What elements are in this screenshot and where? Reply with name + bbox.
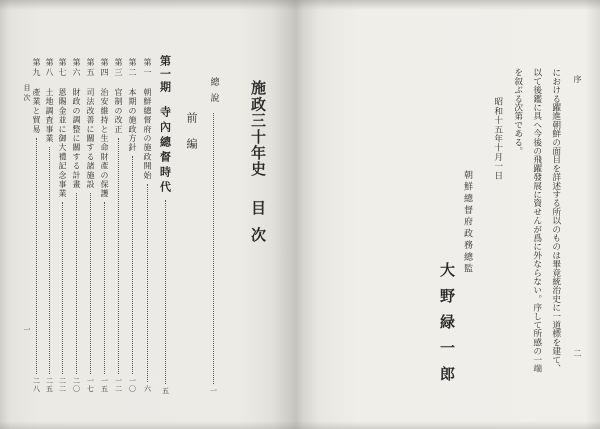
entry-leader bbox=[118, 138, 119, 374]
toc-entry bbox=[126, 58, 138, 393]
entry-page: 一七 bbox=[86, 377, 95, 393]
signer-name: 大野緑一郎 bbox=[438, 262, 456, 392]
entry-page: 一 bbox=[209, 387, 218, 395]
entry-number: 第八 bbox=[45, 58, 54, 78]
entry-page: 一二 bbox=[114, 377, 123, 393]
entry-page: 六 bbox=[143, 385, 152, 393]
entry-leader bbox=[104, 202, 105, 374]
entry-page: 二八 bbox=[32, 377, 41, 393]
entry-title: 恩賜金並に御大禮記念事業 bbox=[58, 88, 67, 199]
entry-page: 二二 bbox=[58, 377, 67, 393]
entry-number: 第四 bbox=[100, 58, 109, 78]
toc-running-header: 目次 bbox=[23, 84, 31, 104]
entry-title: 財政の調整に關する計畫 bbox=[72, 88, 81, 190]
preface-running-header: 序 bbox=[573, 75, 582, 83]
entry-page: 五 bbox=[161, 387, 170, 395]
toc-entry bbox=[141, 58, 153, 393]
entry-title: 治安維持と生命財產の保護 bbox=[100, 88, 109, 199]
entry-leader bbox=[165, 200, 166, 384]
period-title: 寺內總督時代 bbox=[158, 106, 172, 196]
entry-page: 一〇 bbox=[128, 377, 137, 393]
entry-leader bbox=[76, 193, 77, 374]
entry-title: 總說 bbox=[208, 77, 219, 109]
toc-entry bbox=[84, 58, 96, 393]
entry-title: 土地調査事業 bbox=[45, 88, 54, 144]
toc-entry bbox=[30, 58, 42, 393]
entry-number: 第二 bbox=[128, 58, 137, 78]
entry-leader bbox=[62, 202, 63, 374]
entry-number: 第五 bbox=[86, 58, 95, 78]
entry-leader bbox=[90, 193, 91, 374]
toc-book-title: 施政三十年史 bbox=[249, 80, 267, 178]
entry-page: 二〇 bbox=[72, 377, 81, 393]
entry-title: 司法改善に關する諸施設 bbox=[86, 88, 95, 190]
entry-leader bbox=[132, 156, 133, 374]
entry-number: 第九 bbox=[32, 58, 41, 78]
entry-page: 二五 bbox=[45, 377, 54, 393]
period-label: 第一期 bbox=[158, 55, 172, 94]
entry-number: 第三 bbox=[114, 58, 123, 78]
toc-page-number: 一 bbox=[23, 326, 31, 333]
toc-title-suffix: 目次 bbox=[249, 200, 267, 254]
preface-line: を叙ぶる次第である。 bbox=[512, 68, 523, 155]
entry-title: 產業と貿易 bbox=[32, 88, 41, 134]
preface-line: における躍進朝鮮の面目を詳述する所以のものは畢竟統治史に一道標を建て、 bbox=[550, 68, 561, 373]
entry-leader bbox=[49, 147, 50, 374]
entry-number: 第一 bbox=[143, 58, 152, 78]
signer-title: 朝鮮總督府政務總監 bbox=[462, 170, 472, 276]
preface-date: 昭和十五年十月一日 bbox=[492, 97, 503, 180]
entry-leader bbox=[36, 138, 37, 374]
preface-page-number: 二 bbox=[573, 349, 582, 357]
entry-page: 一五 bbox=[100, 377, 109, 393]
toc-period-heading bbox=[158, 55, 172, 395]
preface-line: 以て後鑑に具へ今後の飛躍發展に資せんが爲に外ならない。序して所感の一端 bbox=[531, 68, 542, 373]
entry-leader bbox=[147, 184, 148, 382]
entry-title: 朝鮮總督府の施政開始 bbox=[143, 88, 152, 180]
toc-entry bbox=[98, 58, 110, 393]
toc-part-heading: 前編 bbox=[185, 112, 198, 164]
toc-entry bbox=[43, 58, 55, 393]
toc-entry bbox=[112, 58, 124, 393]
toc-entry bbox=[56, 58, 68, 393]
entry-number: 第六 bbox=[72, 58, 81, 78]
entry-title: 本期の施政方針 bbox=[128, 88, 137, 153]
entry-leader bbox=[213, 113, 214, 384]
entry-title: 官制の改正 bbox=[114, 88, 123, 134]
toc-general-entry bbox=[207, 77, 219, 395]
entry-number: 第七 bbox=[58, 58, 67, 78]
toc-entry bbox=[70, 58, 82, 393]
